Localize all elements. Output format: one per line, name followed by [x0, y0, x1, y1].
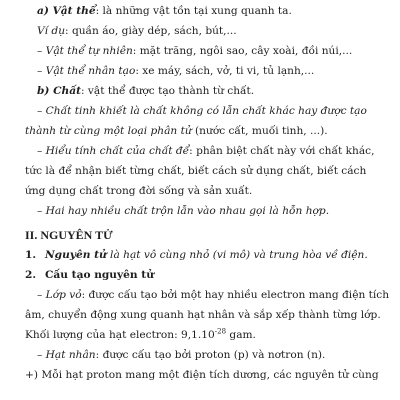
example-line: Ví dụ: quần áo, giày dép, sách, bút,...: [37, 25, 237, 37]
artificial-object-line: – Vật thể nhân tạo: xe máy, sách, vở, ti vi, tủ lạnh,...: [37, 65, 315, 77]
atom-structure-heading: 2. Cấu tạo nguyên tử: [25, 269, 154, 281]
pure-substance-line: – Chất tinh khiết là chất không có lẫn chất khác hay được tạo: [37, 105, 367, 117]
object-heading: a) Vật thể: [37, 5, 96, 17]
properties-line-end: ứng dụng chất trong đời sống và sản xuất.: [25, 185, 253, 197]
mixture-line: – Hai hay nhiều chất trộn lẫn vào nhau gọi là hỗn hợp.: [37, 205, 330, 217]
object-definition: a) Vật thể: là những vật tồn tại xung quanh ta.: [37, 5, 292, 17]
properties-line-cont: tức là để nhận biết từng chất, biết cách sử dụng chất, biết cách: [25, 165, 367, 177]
atom-definition: 1. Nguyên tử là hạt vô cùng nhỏ (vi mô) và trung hòa về điện.: [25, 249, 368, 261]
substance-heading: b) Chất: [37, 85, 81, 97]
pure-substance-line-cont: thành từ cùng một loại phân tử (nước cất, muối tinh, ...).: [25, 125, 328, 137]
shell-line: – Lớp vỏ: được cấu tạo bởi một hay nhiều electron mang điện tích: [37, 289, 390, 301]
proton-line: +) Mỗi hạt proton mang một điện tích dương, các nguyên tử cùng: [25, 369, 379, 381]
substance-definition: b) Chất: vật thể được tạo thành từ chất.: [37, 85, 255, 97]
electron-mass-line: Khối lượng của hạt electron: $9,1.10^{-28}$ gam.: [25, 327, 256, 341]
natural-object-line: – Vật thể tự nhiên: mặt trăng, ngôi sao, cây xoài, đồi núi,...: [37, 45, 353, 57]
section-heading-atom: II. NGUYÊN TỬ: [25, 228, 113, 242]
nucleus-line: – Hạt nhân: được cấu tạo bởi proton (p) và nơtron (n).: [37, 349, 326, 361]
properties-line: – Hiểu tính chất của chất để: phân biệt chất này với chất khác,: [37, 145, 375, 157]
shell-line-cont: âm, chuyển động xung quanh hạt nhân và sắp xếp thành từng lớp.: [25, 309, 381, 321]
